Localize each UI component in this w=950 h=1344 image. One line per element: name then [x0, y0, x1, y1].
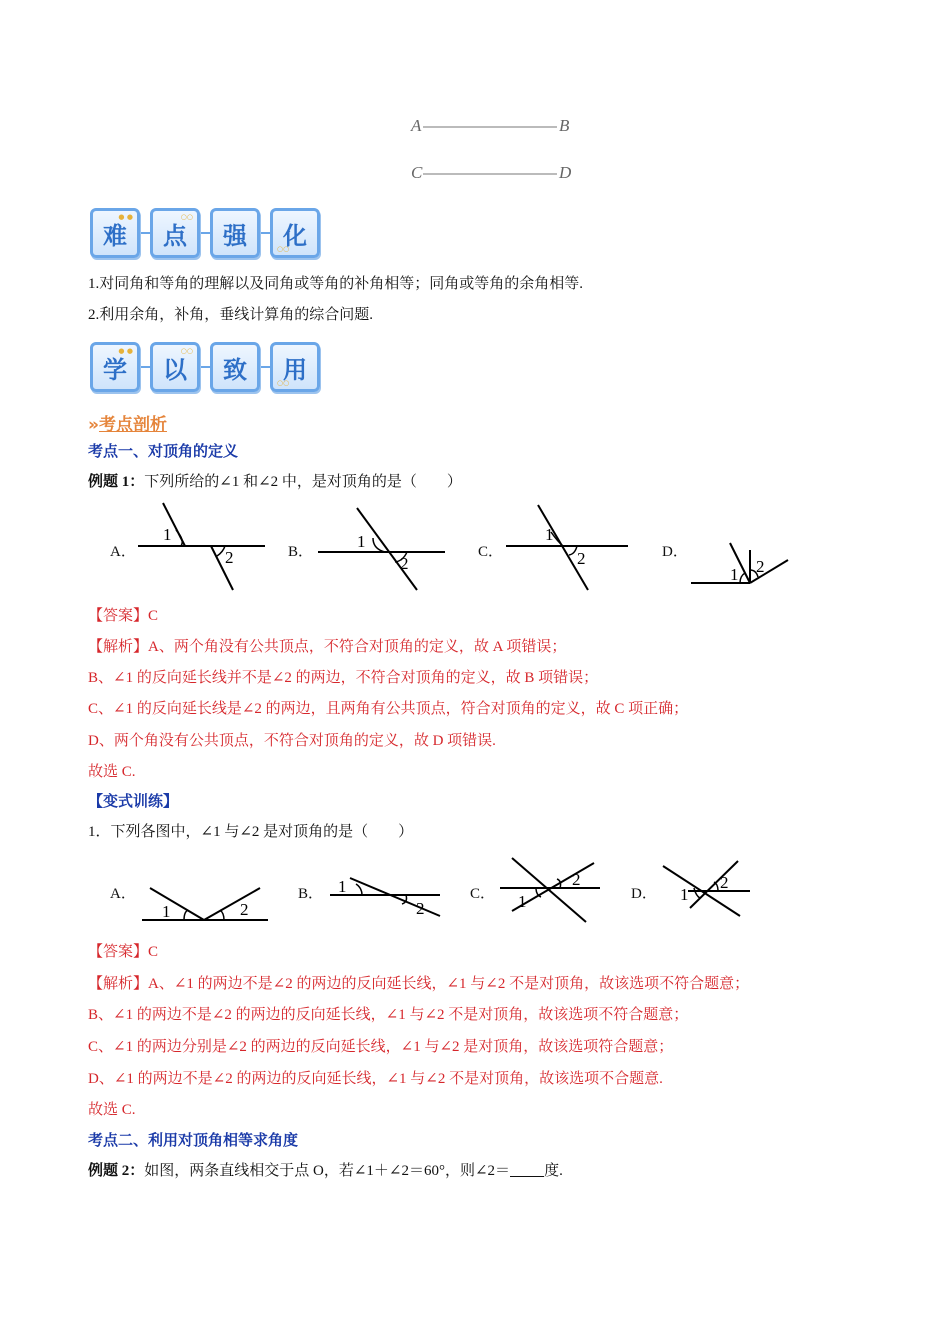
label-a: A: [411, 116, 422, 135]
answer-blank[interactable]: [510, 1162, 544, 1177]
angle-2-label: 2: [400, 554, 409, 573]
badge-connector: [200, 232, 210, 234]
analysis2-line: 故选 C.: [88, 1102, 136, 1118]
option-b-label: B．: [298, 886, 324, 902]
angle-1-label: 1: [545, 525, 554, 544]
analysis1-line: D、两个角没有公共顶点，不符合对顶角的定义，故 D 项错误.: [88, 733, 496, 749]
difficulty-point-2: 2.利用余角，补角，垂线计算角的综合问题.: [88, 307, 374, 323]
label-b: B: [559, 116, 570, 135]
angle-2-label: 2: [416, 899, 425, 918]
angle-2-label: 2: [240, 900, 249, 919]
badge-char: ○○ 点: [150, 208, 200, 258]
angle-1-label: 1: [730, 565, 739, 584]
badge-group-hard-points: [90, 208, 320, 258]
var-figure-b: [328, 870, 443, 925]
analysis1-line: 故选 C.: [88, 764, 136, 780]
angle-1-label: 1: [162, 902, 171, 921]
badge-group-apply: [90, 342, 320, 392]
angle-2-label: 2: [756, 557, 765, 576]
variant-question: 1．下列各图中，∠1 与∠2 是对顶角的是（ ）: [88, 824, 414, 840]
angle-1-label: 1: [680, 885, 689, 904]
badge-char: ○○ 化: [270, 208, 320, 258]
angle-1-label: 1: [518, 892, 527, 911]
parallel-lines-svg: [405, 115, 580, 185]
var-figure-a: [140, 885, 270, 930]
option-d-label: D．: [631, 886, 657, 902]
topic1-title: 考点一、对顶角的定义: [88, 444, 239, 460]
section-title: »考点剖析: [88, 415, 167, 435]
badge-connector: [200, 366, 210, 368]
example2-text-end: 度.: [544, 1163, 563, 1179]
var-figure-d: [660, 858, 755, 925]
angle-1-label: 1: [163, 525, 172, 544]
ex1-figure-a: [135, 500, 270, 600]
answer1: 【答案】C: [88, 608, 159, 624]
angle-2-label: 2: [572, 870, 581, 889]
option-a-label: A．: [110, 544, 136, 560]
badge-char: ○○ 以: [150, 342, 200, 392]
analysis2-line: D、∠1 的两边不是∠2 的两边的反向延长线，∠1 与∠2 不是对顶角，故该选项不合题意.: [88, 1071, 663, 1087]
angle-2-label: 2: [225, 548, 234, 567]
analysis2-line: 【解析】A、∠1 的两边不是∠2 的两边的反向延长线，∠1 与∠2 不是对顶角，故该选项不符合题意；: [88, 976, 750, 992]
angle-1-label: 1: [338, 877, 347, 896]
parallel-lines-figure: [405, 115, 580, 185]
angle-2-label: 2: [720, 873, 729, 892]
example1-text: 下列所给的∠1 和∠2 中，是对顶角的是（ ）: [144, 474, 462, 490]
example1-label: 例题 1：: [88, 474, 145, 490]
ex1-figure-b: [315, 505, 450, 600]
answer2: 【答案】C: [88, 944, 159, 960]
double-chevron-icon: »: [88, 415, 99, 435]
analysis2-line: B、∠1 的两边不是∠2 的两边的反向延长线，∠1 与∠2 不是对顶角，故该选项不符合题意；: [88, 1007, 689, 1023]
var-figure-c: [498, 855, 603, 930]
analysis2-line: C、∠1 的两边分别是∠2 的两边的反向延长线，∠1 与∠2 是对顶角，故该选项符合题意；: [88, 1039, 674, 1055]
angle-1-label: 1: [357, 532, 366, 551]
badge-char: ○○ 用: [270, 342, 320, 392]
label-d: D: [559, 163, 572, 182]
option-c-label: C．: [478, 544, 504, 560]
badge-connector: [140, 232, 150, 234]
badge-char: ● ● 难: [90, 208, 140, 258]
variant-title: 【变式训练】: [88, 794, 179, 810]
angle-2-label: 2: [577, 549, 586, 568]
example2-text: 如图，两条直线相交于点 O，若∠1＋∠2＝60°，则∠2＝: [144, 1163, 511, 1179]
badge-connector: [140, 366, 150, 368]
example2-label: 例题 2：: [88, 1163, 145, 1179]
badge-connector: [260, 232, 270, 234]
badge-char: 致: [210, 342, 260, 392]
badge-char: 强: [210, 208, 260, 258]
option-b-label: B．: [288, 544, 314, 560]
label-c: C: [411, 163, 423, 182]
badge-char: ● ● 学: [90, 342, 140, 392]
analysis1-line: B、∠1 的反向延长线并不是∠2 的两边，不符合对顶角的定义，故 B 项错误；: [88, 670, 599, 686]
difficulty-point-1: 1.对同角和等角的理解以及同角或等角的补角相等；同角或等角的余角相等.: [88, 276, 584, 292]
example2-question: [88, 1161, 563, 1181]
analysis1-line: C、∠1 的反向延长线是∠2 的两边，且两角有公共顶点，符合对顶角的定义，故 C 项正确；: [88, 701, 689, 717]
ex1-figure-d: [688, 540, 793, 595]
option-d-label: D．: [662, 544, 688, 560]
badge-connector: [260, 366, 270, 368]
ex1-figure-c: [503, 502, 638, 602]
option-a-label: A．: [110, 886, 136, 902]
analysis1-line: 【解析】A、两个角没有公共顶点，不符合对顶角的定义，故 A 项错误；: [88, 639, 567, 655]
option-c-label: C．: [470, 886, 496, 902]
example1-question: [88, 472, 462, 492]
topic2-title: 考点二、利用对顶角相等求角度: [88, 1133, 299, 1149]
